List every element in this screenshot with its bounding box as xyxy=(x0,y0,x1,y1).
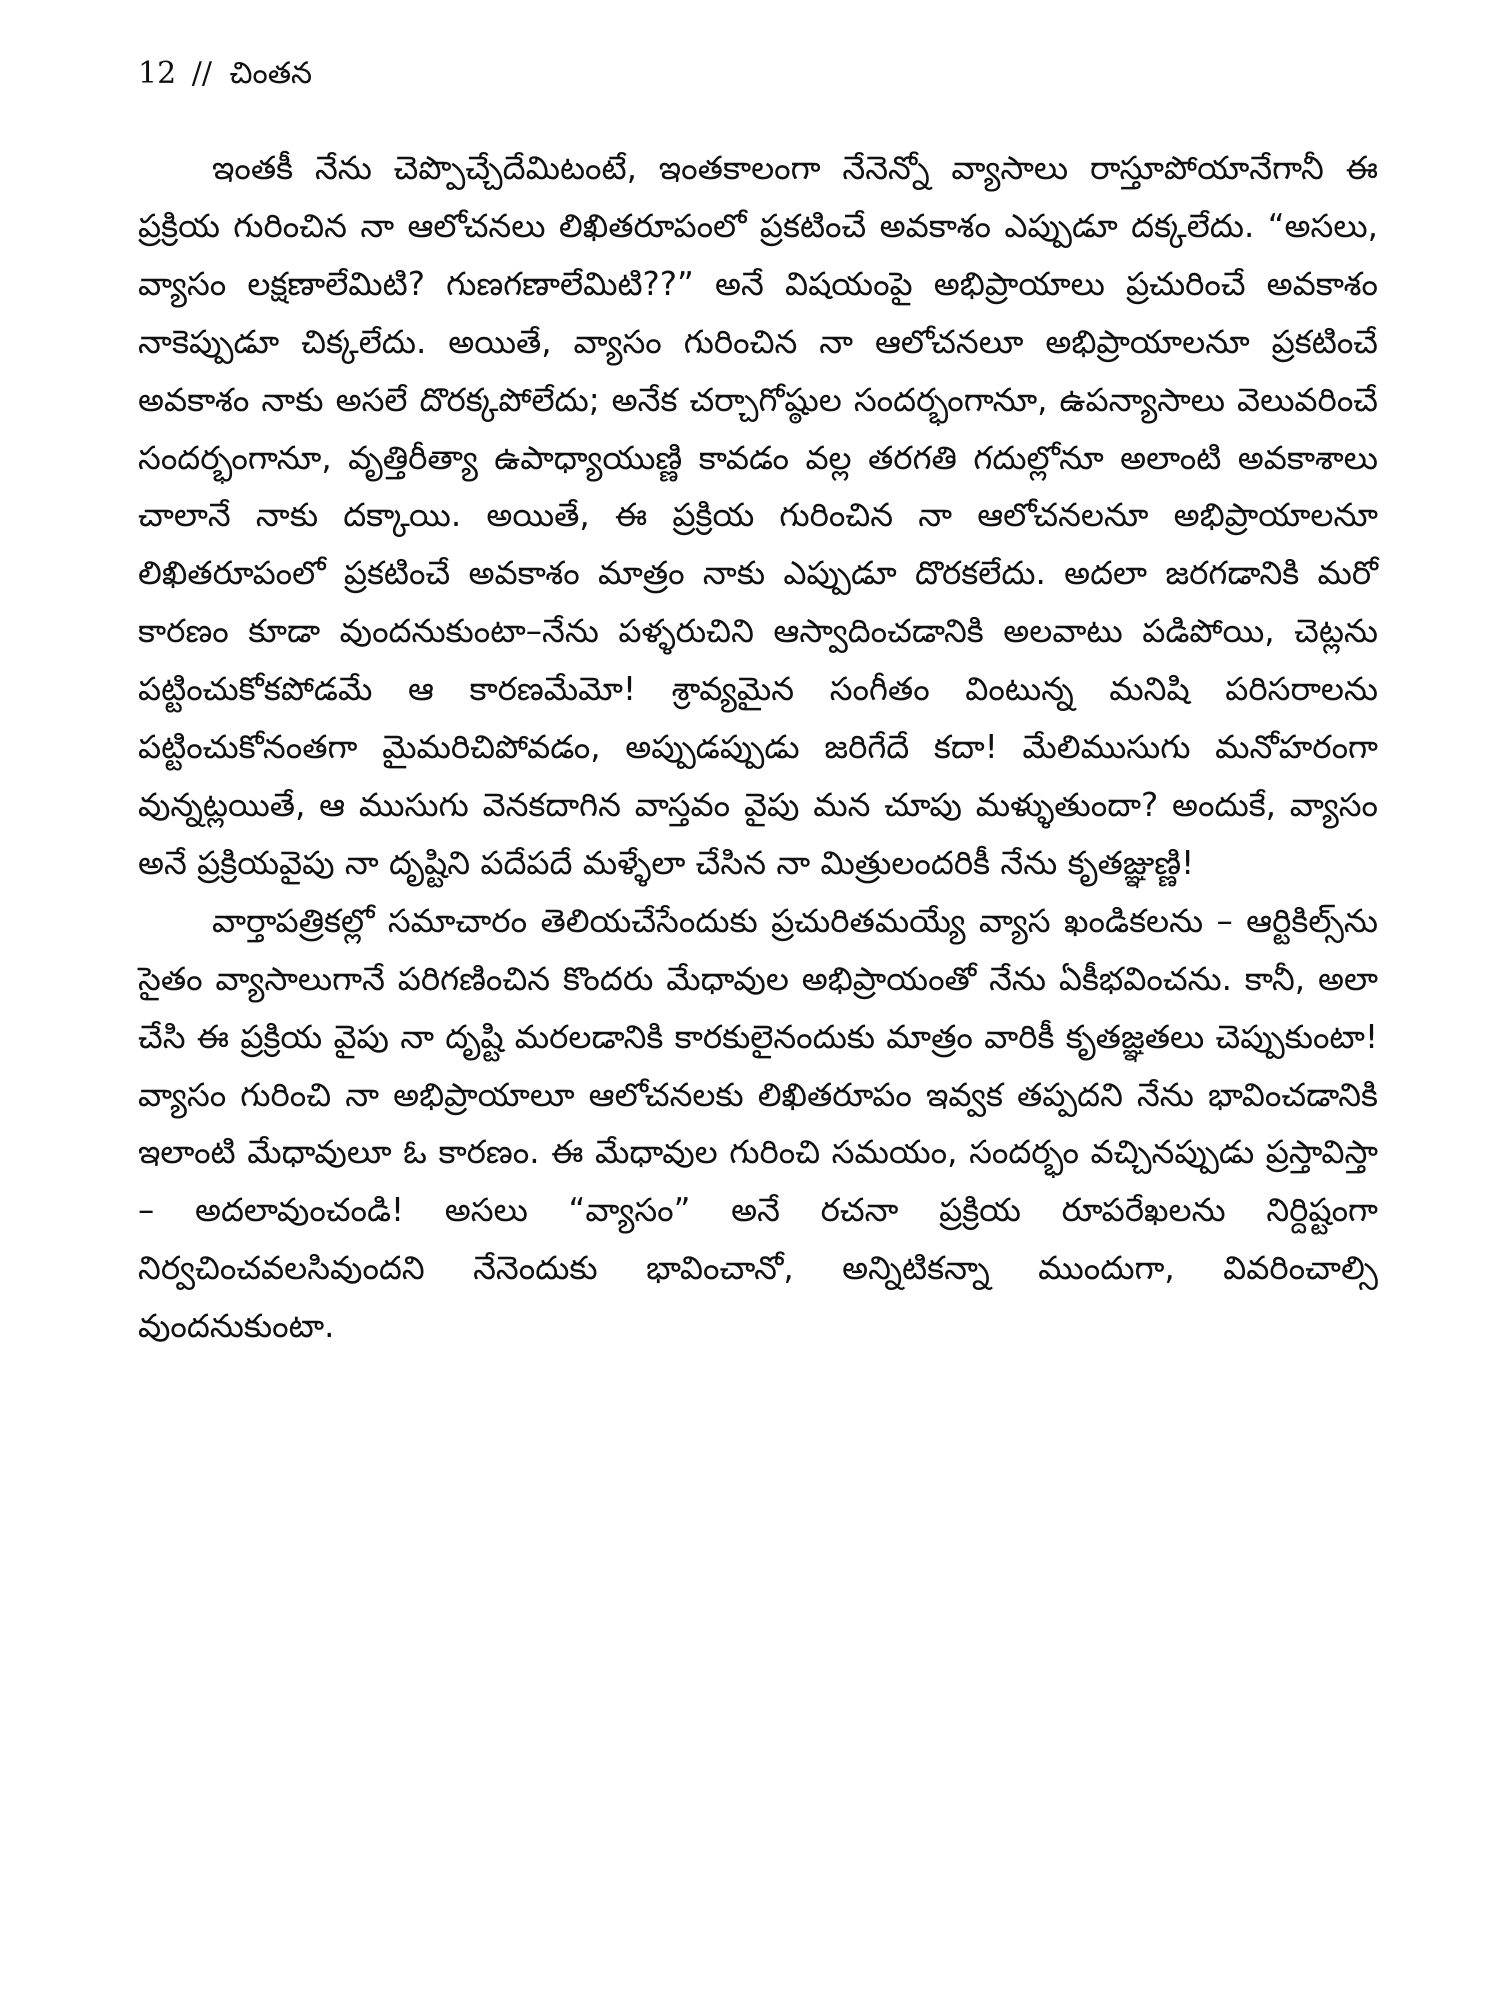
page-number: 12 xyxy=(138,56,177,91)
header-separator: // xyxy=(191,56,212,91)
running-header xyxy=(138,52,312,96)
running-title: చింతన xyxy=(229,56,313,91)
paragraph-2: వార్తాపత్రికల్లో సమాచారం తెలియచేసేందుకు ప్రచురితమయ్యే వ్యాస ఖండికలను – ఆర్టికిల్స్‌ను సైతం వ్యాసాలుగానే పరిగణించిన కొందరు మేధావుల అభిప్రాయంతో నేను ఏకీభవించను. కానీ, అలా చేసి ఈ ప్రక్రియ వైపు నా దృష్టి మరలడానికి కారకులైనందుకు మాత్రం వారికీ కృతజ్ఞతలు చెప్పుకుంటా! వ్యాసం గురించి నా అభిప్రాయాలూ ఆలోచనలకు లిఖితరూపం ఇవ్వక తప్పదని నేను భావించడానికి ఇలాంటి మేధావులూ ఓ కారణం. ఈ మేధావుల గురించి సమయం, సందర్భం వచ్చినప్పుడు ప్రస్తావిస్తా – అదలావుంచండి! అసలు “వ్యాసం” అనే రచనా ప్రక్రియ రూపరేఖలను నిర్దిష్టంగా నిర్వచించవలసివుందని నేనెందుకు భావించానో, అన్నిటికన్నా ముందుగా, వివరించాల్సి వుందనుకుంటా. xyxy=(138,901,1378,1346)
paragraph-1: ఇంతకీ నేను చెప్పొచ్చేదేమిటంటే, ఇంతకాలంగా నేనెన్నో వ్యాసాలు రాస్తూపోయానేగానీ ఈ ప్రక్రియ గురించిన నా ఆలోచనలు లిఖితరూపంలో ప్రకటించే అవకాశం ఎప్పుడూ దక్కలేదు. “అసలు, వ్యాసం లక్షణాలేమిటి? గుణగణాలేమిటి??” అనే విషయంపై అభిప్రాయాలు ప్రచురించే అవకాశం నాకెప్పుడూ చిక్కలేదు. అయితే, వ్యాసం గురించిన నా ఆలోచనలూ అభిప్రాయాలనూ ప్రకటించే అవకాశం నాకు అసలే దొరక్కపోలేదు; అనేక చర్చాగోష్ఠుల సందర్భంగానూ, ఉపన్యాసాలు వెలువరించే సందర్భంగానూ, వృత్తిరీత్యా ఉపాధ్యాయుణ్ణి కావడం వల్ల తరగతి గదుల్లోనూ అలాంటి అవకాశాలు చాలానే నాకు దక్కాయి. అయితే, ఈ ప్రక్రియ గురించిన నా ఆలోచనలనూ అభిప్రాయాలనూ లిఖితరూపంలో ప్రకటించే అవకాశం మాత్రం నాకు ఎప్పుడూ దొరకలేదు. అదలా జరగడానికి మరో కారణం కూడా వుందనుకుంటా–నేను పళ్ళరుచిని ఆస్వాదించడానికి అలవాటు పడిపోయి, చెట్లను పట్టించుకోకపోడమే ఆ కారణమేమో! శ్రావ్యమైన సంగీతం వింటున్న మనిషి పరిసరాలను పట్టించుకోనంతగా మైమరిచిపోవడం, అప్పుడప్పుడు జరిగేదే కదా! మేలిముసుగు మనోహరంగా వున్నట్లయితే, ఆ ముసుగు వెనకదాగిన వాస్తవం వైపు మన చూపు మళ్ళుతుందా? అందుకే, వ్యాసం అనే ప్రక్రియవైపు నా దృష్టిని పదేపదే మళ్ళేలా చేసిన నా మిత్రులందరికీ నేను కృతజ్ఞుణ్ణి! xyxy=(138,149,1378,882)
body-text xyxy=(138,140,1378,1356)
